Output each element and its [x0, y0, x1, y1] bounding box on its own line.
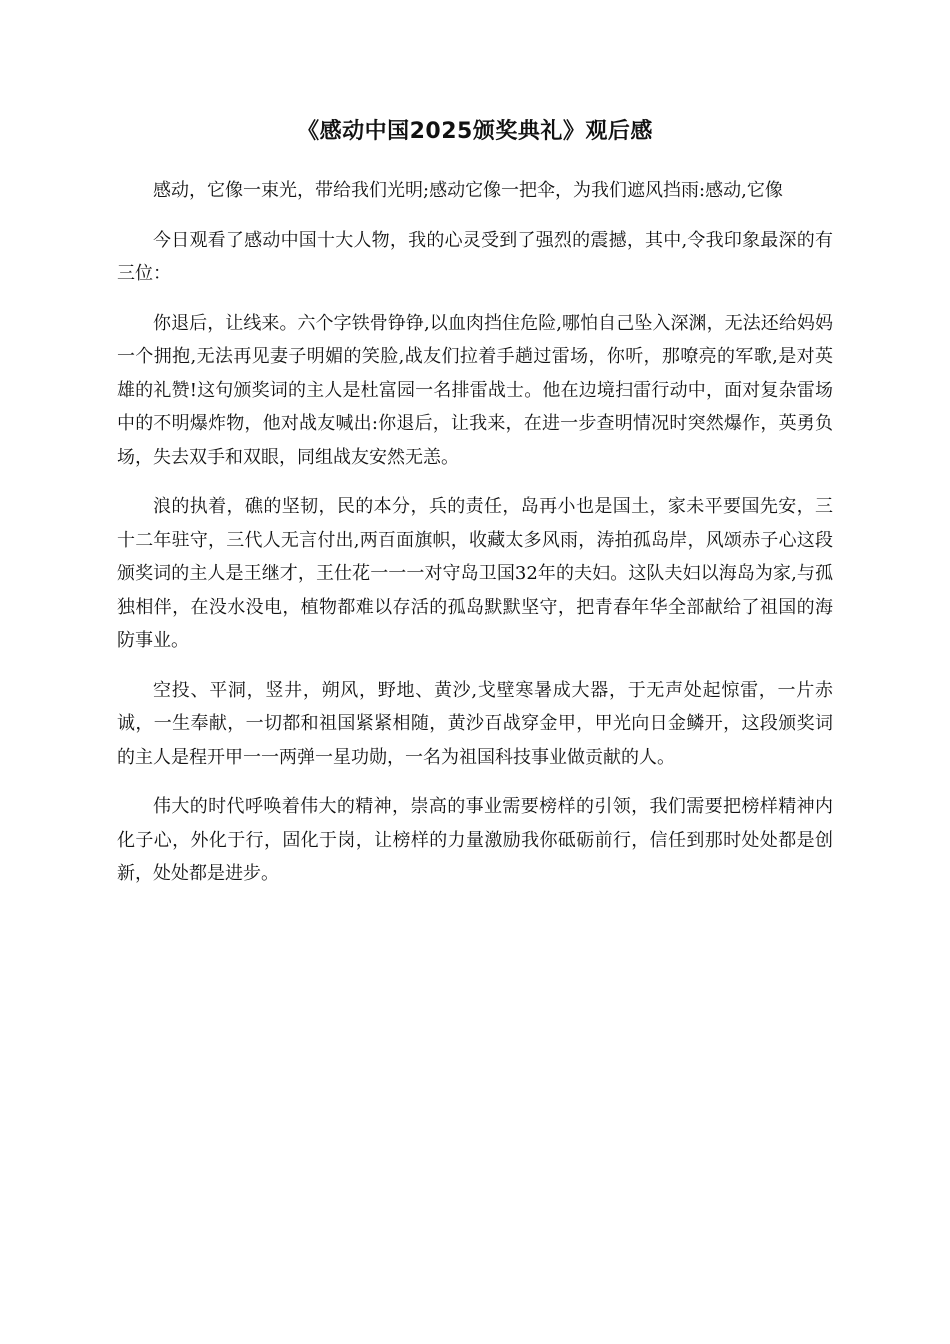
paragraph-conclusion: 伟大的时代呼唤着伟大的精神，崇高的事业需要榜样的引领，我们需要把榜样精神内化子心，外化于行，固化于岗，让榜样的力量激励我你砥砺前行，信任到那时处处都是创新，处处都是进步。	[117, 796, 833, 884]
document-page	[117, 112, 833, 907]
document-title: 《感动中国2025颁奖典礼》观后感	[297, 119, 653, 144]
paragraph-du-fuyuan: 你退后，让线来。六个字铁骨铮铮,以血肉挡住危险,哪怕自己坠入深渊，无法还给妈妈一个拥抱,无法再见妻子明媚的笑脸,战友们拉着手趟过雷场，你听，那嘹亮的军歌,是对英雄的礼赞!这句颁奖词的主人是杜富园一名排雷战士。他在边境扫雷行动中，面对复杂雷场中的不明爆炸物，他对战友喊出:你退后，让我来，在进一步查明情况时突然爆作，英勇负场，失去双手和双眼，同组战友安然无恙。	[117, 312, 833, 468]
paragraph-overview: 今日观看了感动中国十大人物，我的心灵受到了强烈的震撼，其中,令我印象最深的有三位：	[117, 229, 833, 284]
paragraph-wang-jicai: 浪的执着，礁的坚韧，民的本分，兵的责任，岛再小也是国土，家未平要国先安，三十二年驻守，三代人无言付出,两百面旗帜，收藏太多风雨，涛拍孤岛岸，风颂赤子心这段颁奖词的主人是王继才，王仕花一一一对守岛卫国32年的夫妇。这队夫妇以海岛为家,与孤独相伴，在没水没电，植物都难以存活的孤岛默默坚守，把青春年华全部献给了祖国的海防事业。	[117, 496, 833, 651]
paragraph-intro: 感动，它像一束光，带给我们光明;感动它像一把伞，为我们遮风挡雨:感动,它像	[153, 180, 783, 201]
paragraph-cheng-kaijia: 空投、平洞，竖井，朔风，野地、黄沙,戈壁寒暑成大器，于无声处起惊雷，一片赤诚，一生奉献，一切都和祖国紧紧相随，黄沙百战穿金甲，甲光向日金鳞开，这段颁奖词的主人是程开甲一一两弹一星功勋，一名为祖国科技事业做贡献的人。	[117, 679, 833, 768]
